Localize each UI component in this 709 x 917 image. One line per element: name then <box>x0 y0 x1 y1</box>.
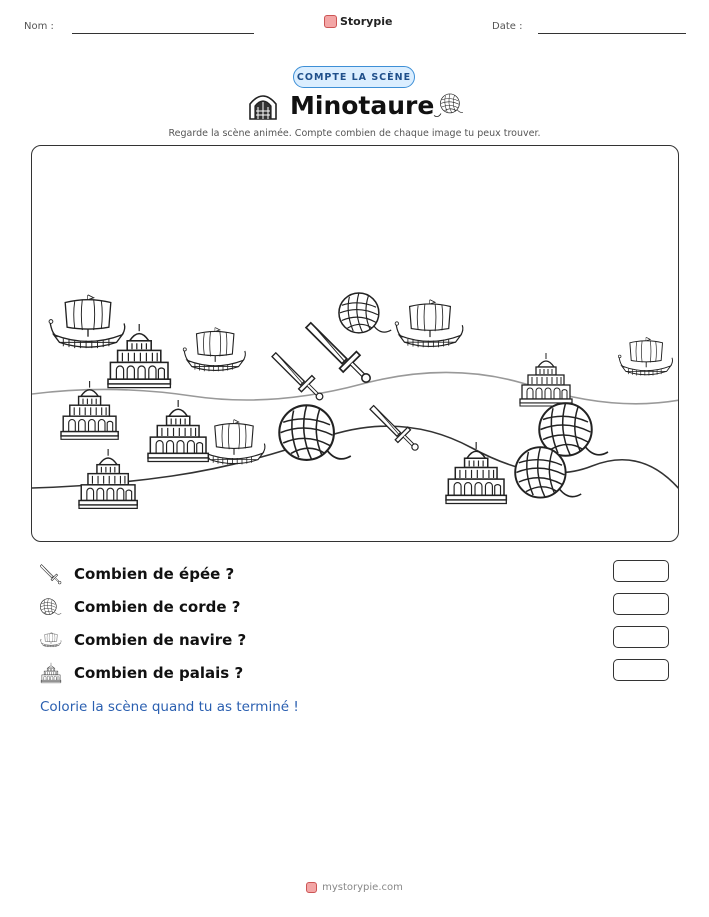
question-text: Combien de palais ? <box>74 664 244 682</box>
storypie-logo-icon <box>324 15 337 28</box>
sword-icon <box>40 563 62 585</box>
palace-icon <box>40 662 62 684</box>
palace-5 <box>446 442 506 503</box>
palace-6 <box>520 353 572 406</box>
ship-4 <box>618 337 672 375</box>
ship-2 <box>183 328 245 372</box>
scene-illustration <box>32 146 679 542</box>
date-label: Date : <box>492 21 523 32</box>
page-title: Minotaure <box>290 91 435 120</box>
yarn-ball-3 <box>539 403 608 456</box>
question-row-rope <box>40 594 240 620</box>
activity-badge: COMPTE LA SCÈNE <box>293 66 415 88</box>
question-row-sword <box>40 561 234 587</box>
coloring-instruction: Colorie la scène quand tu as terminé ! <box>40 699 299 715</box>
question-row-palace <box>40 660 243 686</box>
ship-3 <box>395 300 463 348</box>
yarn-ball-icon <box>433 93 463 119</box>
palace-3 <box>148 400 208 461</box>
instructions-subtitle: Regarde la scène animée. Compte combien de chaque image tu peux trouver. <box>168 128 541 139</box>
ship-icon <box>40 629 62 651</box>
answer-box-rope[interactable] <box>613 593 669 615</box>
yarn-ball-1 <box>339 293 391 333</box>
brand-name: Storypie <box>340 15 393 28</box>
question-text: Combien de corde ? <box>74 598 241 616</box>
storypie-logo-icon <box>306 882 317 893</box>
answer-box-ship[interactable] <box>613 626 669 648</box>
question-text: Combien de épée ? <box>74 565 235 583</box>
scene-panel <box>31 145 679 542</box>
labyrinth-gate-icon <box>248 92 278 120</box>
question-text: Combien de navire ? <box>74 631 247 649</box>
footer <box>0 882 709 893</box>
palace-1 <box>108 324 170 388</box>
answer-box-sword[interactable] <box>613 560 669 582</box>
name-label: Nom : <box>24 21 54 32</box>
palace-4 <box>79 449 137 508</box>
answer-box-palace[interactable] <box>613 659 669 681</box>
question-row-ship <box>40 627 246 653</box>
ship-1 <box>49 295 125 348</box>
date-field[interactable] <box>538 33 686 34</box>
brand-logo <box>324 15 392 28</box>
ship-5 <box>201 420 265 465</box>
sword-2 <box>272 353 323 400</box>
yarn-ball-icon <box>40 596 62 618</box>
footer-site: mystorypie.com <box>322 882 403 893</box>
name-field[interactable] <box>72 33 254 34</box>
